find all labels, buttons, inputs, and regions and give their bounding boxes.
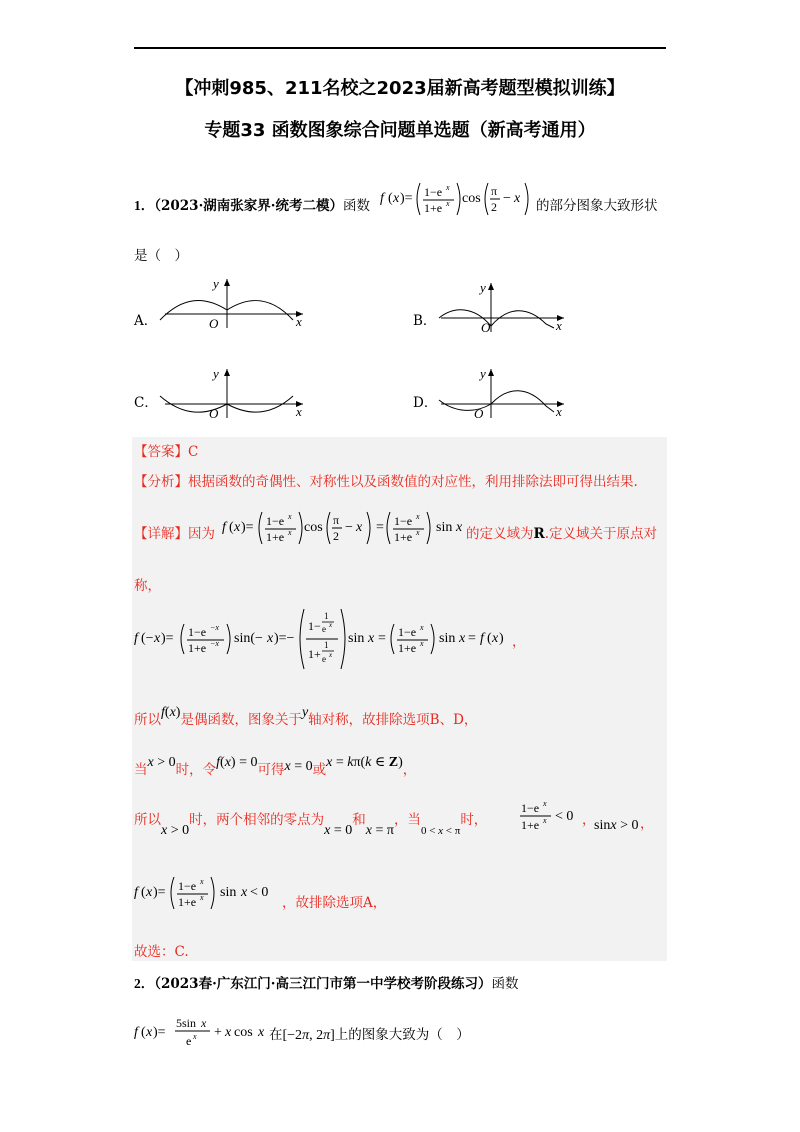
svg-text:x: x [201, 1016, 207, 1030]
solution-final: 故选：C. [134, 944, 189, 960]
svg-text:x: x [234, 520, 241, 535]
q1-option-a-graph[interactable] [155, 276, 310, 332]
solution-line6: 所以x > 0时，两个相邻的零点为x = 0和x = π，当$_{0 < x < \pi}$时， [134, 812, 488, 838]
q2-stem [134, 974, 518, 994]
svg-text:)=: )= [153, 1025, 166, 1040]
solution-formula-1 [222, 503, 467, 553]
q1-number: 1． [134, 198, 155, 213]
svg-text:=: = [378, 631, 386, 646]
svg-text:1: 1 [324, 640, 329, 650]
solution-sin-pos: sinx > 0 [594, 818, 639, 833]
svg-text:x: x [420, 639, 424, 648]
svg-text:e: e [322, 654, 326, 664]
q1-option-c-y: y [213, 366, 219, 381]
svg-text:1+e: 1+e [266, 530, 285, 544]
svg-text:f: f [134, 1025, 138, 1040]
q1-option-c-x: x [296, 404, 302, 419]
svg-text:f: f [480, 631, 484, 646]
svg-text:cos: cos [304, 520, 323, 535]
svg-text:1+e: 1+e [188, 641, 207, 655]
svg-text:x: x [200, 877, 204, 886]
svg-text:x: x [446, 183, 450, 192]
svg-text:x: x [241, 885, 248, 900]
svg-text:x: x [154, 631, 161, 646]
svg-text:1−e: 1−e [178, 879, 197, 893]
q1-option-a-x: x [296, 314, 302, 329]
q1-option-d-o: O [474, 406, 484, 421]
svg-text:x: x [288, 528, 292, 537]
svg-text:f: f [134, 631, 138, 646]
q2-tail: 在[−2π, 2π]上的图象大致为（ ） [269, 1027, 470, 1043]
svg-text:(: ( [487, 631, 492, 646]
svg-text:x: x [146, 885, 153, 900]
svg-text:)=−: )=− [274, 631, 295, 646]
solution-detail-line2: 称， [134, 578, 161, 594]
q1-option-d-label[interactable]: D． [413, 395, 438, 411]
q1-option-b-o: O [481, 320, 491, 335]
svg-text:−x: −x [210, 639, 219, 648]
svg-text:e: e [322, 624, 326, 634]
q2-number: 2． [134, 976, 155, 991]
svg-text:−x: −x [210, 623, 219, 632]
svg-text:+: + [214, 1025, 222, 1040]
svg-text:(: ( [229, 520, 234, 535]
svg-text:(: ( [388, 191, 393, 206]
svg-text:1−e: 1−e [521, 801, 540, 815]
q1-option-a-label[interactable]: A． [134, 313, 158, 329]
svg-text:π: π [491, 184, 498, 198]
svg-text:x: x [288, 512, 292, 521]
svg-text:π: π [333, 513, 340, 527]
q1-option-b-graph[interactable] [436, 280, 571, 336]
solution-answer: 【答案】C [134, 444, 199, 460]
svg-text:x: x [420, 623, 424, 632]
solution-line7: ，故排除选项A， [282, 895, 387, 911]
svg-text:sin: sin [220, 885, 237, 900]
svg-text:x: x [514, 191, 521, 206]
q1-option-a-y: y [213, 276, 219, 291]
svg-text:)=: )= [241, 520, 254, 535]
svg-text:x: x [258, 1025, 265, 1040]
svg-text:x: x [267, 631, 274, 646]
svg-text:< 0: < 0 [555, 809, 574, 824]
svg-text:x: x [356, 520, 363, 535]
svg-text:f: f [222, 520, 226, 535]
svg-text:1+e: 1+e [398, 641, 417, 655]
svg-text:x: x [193, 1032, 197, 1041]
svg-text:1−e: 1−e [394, 514, 413, 528]
svg-text:(−: (− [141, 631, 154, 646]
q1-option-d-y: y [480, 366, 486, 381]
q1-option-a-o: O [209, 316, 219, 331]
header-rule [134, 47, 666, 49]
svg-text:(: ( [141, 885, 146, 900]
svg-text:e: e [186, 1034, 192, 1048]
solution-line4: 所以f(x)是偶函数，图象关于y轴对称，故排除选项B、D， [134, 705, 478, 728]
svg-text:< 0: < 0 [250, 885, 269, 900]
svg-text:1−e: 1−e [398, 625, 417, 639]
q1-tail2: 是（ ） [134, 248, 188, 264]
q1-formula-svg [380, 174, 540, 224]
q1-source: （2023·湖南张家界·统考二模） [154, 198, 343, 214]
svg-text:=: = [468, 631, 476, 646]
solution-comma: ， [512, 634, 526, 650]
q2-source: （2023春·广东江门·高三江门市第一中学校考阶段练习） [154, 976, 492, 992]
svg-text:x: x [200, 893, 204, 902]
q2-formula [134, 1008, 269, 1053]
svg-text:x: x [225, 1025, 232, 1040]
svg-text:)=: )= [400, 191, 413, 206]
q1-formula [380, 174, 540, 229]
svg-text:x: x [543, 799, 547, 808]
set-r: R [533, 526, 545, 542]
svg-text:−: − [345, 520, 353, 535]
solution-analysis: 【分析】根据函数的奇偶性、对称性以及函数值的对应性，利用排除法即可得出结果. [134, 474, 638, 490]
svg-text:=: = [376, 520, 384, 535]
q1-option-b-x: x [556, 318, 562, 333]
solution-formula-2 [134, 606, 514, 676]
solution-formula-3 [134, 868, 284, 918]
solution-frac-ineq [518, 798, 582, 838]
svg-text:cos: cos [234, 1025, 253, 1040]
svg-text:cos: cos [462, 191, 481, 206]
q1-option-d-x: x [556, 404, 562, 419]
q1-option-d-graph[interactable] [436, 366, 571, 422]
q1-option-b-y: y [480, 280, 486, 295]
q1-lead: 函数 [342, 198, 370, 214]
q1-option-c-graph[interactable] [155, 366, 310, 422]
svg-text:x: x [446, 199, 450, 208]
q1-stem [134, 196, 370, 216]
svg-text:1: 1 [324, 611, 329, 621]
page-title: 【冲刺985、211名校之2023届新高考题型模拟训练】 [175, 78, 625, 99]
svg-text:f: f [134, 885, 138, 900]
svg-text:2: 2 [333, 529, 339, 543]
svg-text:2: 2 [491, 200, 497, 214]
page-subtitle: 专题33 函数图象综合问题单选题（新高考通用） [204, 120, 596, 141]
svg-text:1+e: 1+e [521, 818, 540, 832]
svg-text:1−: 1− [308, 619, 321, 633]
svg-text:f: f [380, 191, 384, 206]
svg-text:x: x [393, 191, 400, 206]
svg-text:5sin: 5sin [176, 1016, 197, 1030]
svg-text:sin: sin [436, 520, 453, 535]
q1-option-c-o: O [209, 406, 219, 421]
svg-text:sin: sin [439, 631, 456, 646]
svg-text:1−e: 1−e [424, 185, 443, 199]
svg-text:1−e: 1−e [266, 514, 285, 528]
q2-lead: 函数 [491, 976, 519, 992]
q1-option-b-label[interactable]: B． [413, 313, 437, 329]
svg-text:−: − [503, 191, 511, 206]
svg-text:)=: )= [161, 631, 174, 646]
svg-text:x: x [543, 816, 547, 825]
svg-text:)=: )= [153, 885, 166, 900]
solution-line5: 当x > 0时，令f(x) = 0可得x = 0或x = kπ(k ∈ Z)， [134, 755, 417, 778]
svg-text:1+e: 1+e [178, 895, 197, 909]
svg-text:): ) [499, 631, 504, 646]
svg-text:x: x [146, 1025, 153, 1040]
svg-text:1+: 1+ [308, 647, 321, 661]
svg-text:x: x [416, 528, 420, 537]
svg-text:x: x [329, 621, 333, 629]
svg-text:x: x [329, 651, 333, 659]
svg-text:x: x [456, 520, 463, 535]
svg-text:1−e: 1−e [188, 625, 207, 639]
svg-text:x: x [459, 631, 466, 646]
svg-text:sin(−: sin(− [234, 631, 263, 646]
q1-option-c-label[interactable]: C． [134, 395, 158, 411]
solution-detail-tail: 的定义域为R.定义域关于原点对 [466, 526, 658, 542]
svg-text:x: x [416, 512, 420, 521]
svg-text:(: ( [141, 1025, 146, 1040]
svg-text:1+e: 1+e [394, 530, 413, 544]
svg-text:x: x [492, 631, 499, 646]
svg-text:1+e: 1+e [424, 201, 443, 215]
svg-text:x: x [368, 631, 375, 646]
svg-text:sin: sin [348, 631, 365, 646]
solution-detail-label: 【详解】因为 [134, 526, 215, 542]
q1-tail: 的部分图象大致形状 [536, 198, 658, 214]
